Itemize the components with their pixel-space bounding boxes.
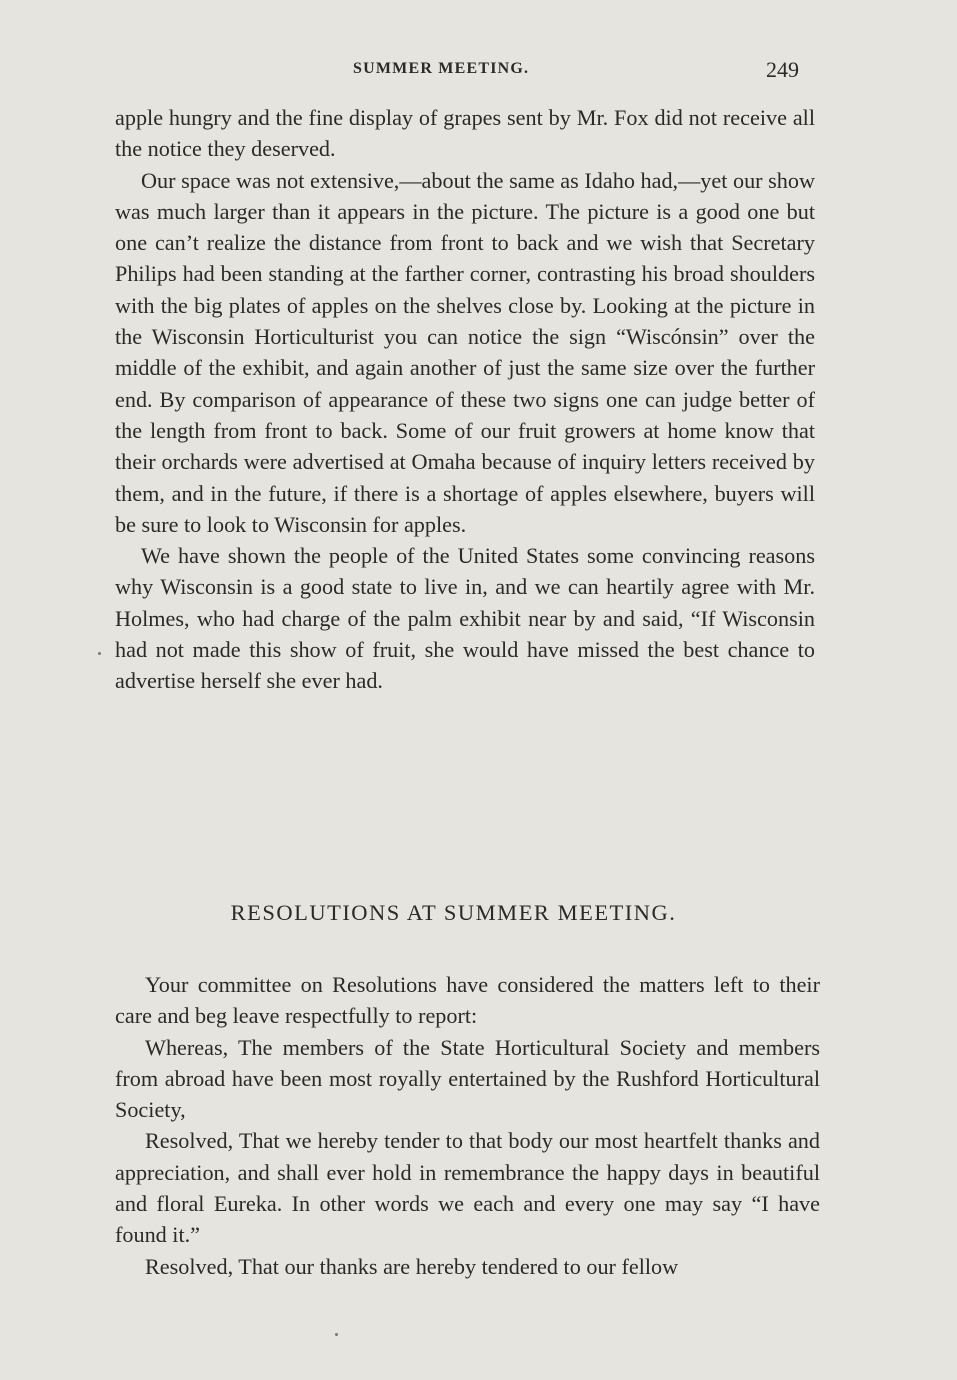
running-head: SUMMER MEETING. [353,60,530,77]
paragraph-continued: apple hungry and the fine display of grapes sent by Mr. Fox did not receive all the notice they deserved. [115,105,815,162]
paper-speck [335,1333,338,1336]
page-header [0,57,957,90]
paragraph-resolved-2: Resolved, That our thanks are hereby tendered to our fellow [145,1253,679,1279]
paragraph-whereas: Whereas, The members of the State Horticultural Society and members from abroad have been most royally entertained by the Rushford Horticultural Society, [115,1034,820,1123]
paragraph-conclusion: We have shown the people of the United States some convincing reasons why Wisconsin is a good state to live in, and we can heartily agree with Mr. Holmes, who had charge of the palm exhibit near by and said, “If Wisconsin had not made this show of fruit, she would have missed the best chance to advertise herself she ever had. [115,543,815,694]
paragraph-resolved-1: Resolved, That we hereby tender to that body our most heartfelt thanks and appreciation, and shall ever hold in remembrance the happy days in beautiful and floral Eureka. In other words we each and every one may say “I have found it.” [115,1128,820,1248]
paragraph-committee: Your committee on Resolutions have considered the matters left to their care and beg leave respectfully to report: [115,972,820,1029]
paragraph-space: Our space was not extensive,—about the same as Idaho had,—yet our show was much larger than it appears in the picture. The picture is a good one but one can’t realize the distance from front to back and we wish that Secretary Philips had been standing at the farther corner, contrasting his broad shoulders with the big plates of apples on the shelves close by. Looking at the picture in the Wisconsin Horticulturist you can notice the sign “Wiscónsin” over the middle of the exhibit, and again another of just the same size over the further end. By comparison of appearance of these two signs one can judge better of the length from front to back. Some of our fruit growers at home know that their orchards were advertised at Omaha because of inquiry letters received by them, and in the future, if there is a shortage of apples elsewhere, buyers will be sure to look to Wisconsin for apples. [115,167,815,537]
resolutions-body [115,969,820,1282]
paper-speck [98,652,101,655]
page-number: 249 [766,57,799,82]
section-heading: RESOLUTIONS AT SUMMER MEETING. [230,900,677,925]
article-body [115,102,815,697]
